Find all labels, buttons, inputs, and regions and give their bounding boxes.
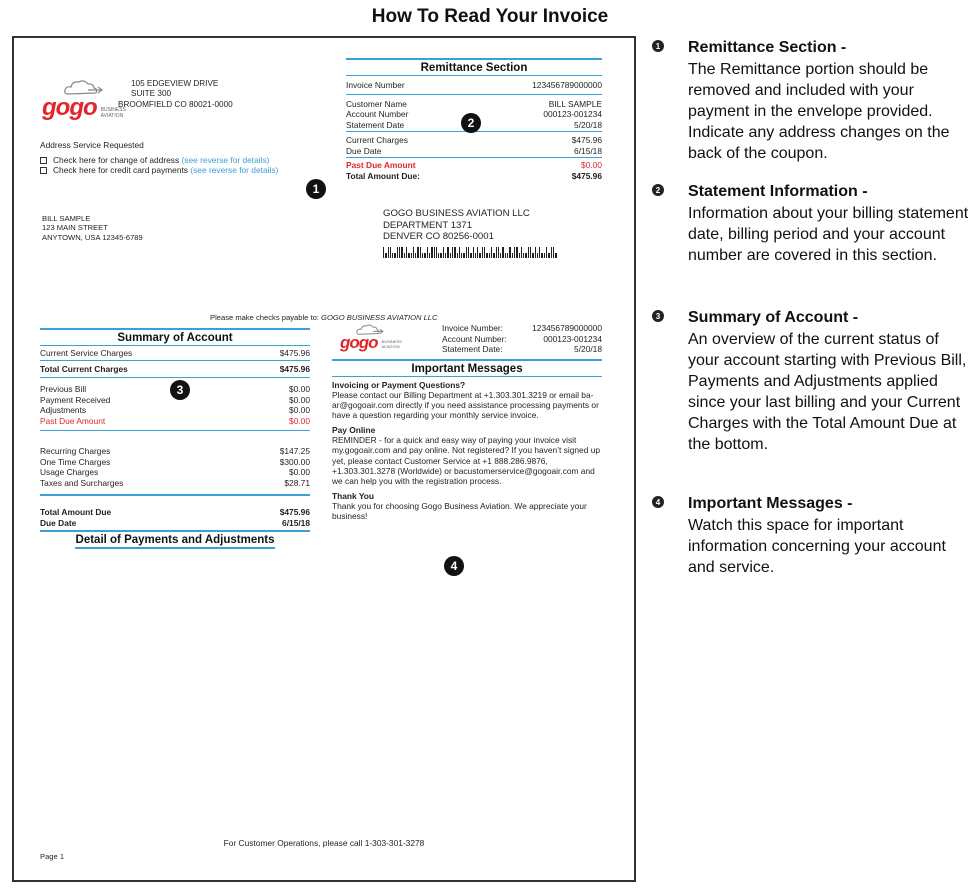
remittance-section: Remittance Section Invoice Number 123456789000000 Customer Name Account Number Statement Date BILL SAMPLE 000123-001234 5/20/18 Current Charges Due Date $475.96 6/15/18 Past Due Amount Total Amount Due: $0.00 $475.96 (346, 58, 602, 181)
legend-number: 1 (652, 40, 664, 52)
page-title: How To Read Your Invoice (371, 6, 609, 27)
legend-item-remittance: 1 Remittance Section - The Remittance portion should be removed and included with your payment in the envelope provided. Indicate any address changes on the back of the coupon. (652, 38, 972, 164)
legend-number: 2 (652, 184, 664, 196)
legend-item-summary: 3 Summary of Account - An overview of the current status of your account starting with Previous Bill, Payments and Adjustments applied since your last billing and your Current Charges with the Total Amount Due at the bottom. (652, 308, 972, 455)
credit-card-checkbox-row[interactable]: Check here for credit card payments (see reverse for details) (40, 165, 310, 176)
checkbox[interactable] (40, 157, 47, 164)
gogo-logo: gogo BUSINESS AVIATION (42, 94, 126, 121)
statement-header: Invoice Number: Account Number: Statement Date: 123456789000000 000123-001234 5/20/18 (442, 323, 602, 354)
customer-address: BILL SAMPLE 123 MAIN STREET ANYTOWN, USA 12345-6789 (42, 214, 143, 242)
legend-number: 3 (652, 310, 664, 322)
checkbox[interactable] (40, 167, 47, 174)
legend-item-messages: 4 Important Messages - Watch this space for important information concerning your account and service. (652, 494, 972, 578)
invoice-page: gogo BUSINESS AVIATION 105 EDGEVIEW DRIVE SUITE 300 BROOMFIELD CO 80021-0000 Address Service Requested Check here for change of address (see reverse for details) Check here for credit card payments (see reverse for details) 1 BILL SAMPLE 123 MAIN STREET ANYTOWN, USA 12345-6789 Remittance Section Invoice Number 123456789000000 Customer Name Account Number Statement Date BILL SAMPLE 000123-001234 5/20/18 Current Charges Due Date $475.96 6/15/18 Past Due Amount Total Amount Due: $0.00 $475.96 2 GOGO BUSINESS AVIATION LLC DEPARTMENT 1371 DENVER CO 80256-0001 Please make checks payable to: GOGO BUSINESS AVIATION LLC Summary of Account Current Service Charges $475.96 Total Current Charges $475.96 Previous Bill Payment Received Adjustments Past Due Amount $0.00 $0.00 $0.00 $0.00 Recurring Charges One Time Charges Usage Charges Taxes and Surcharges $147.25 $300.00 $0.00 $28.71 Total Amount Due Due Date $475.96 6/15/18 Detail of Payments and Adjustments 3 gogo BUSINESS AVIATION Invoice Number: Account Number: Statement Date: 123456789000000 000123-001234 5/20/18 Important Messages Invoicing or Payment Questions? Please contact our Billing Department at +1.303.301.3219 or email ba-ar@gogoair.com directly if you need assistance processing payments or have a question regarding your monthly service invoice. Pay Online REMINDER - for a quick and easy way of paying your invoice visit my.gogoair.com and pay online. Not registered? If you haven’t signed up yet, please contact Customer Service at +1 888.286.9876, +1.303.301.3278 (Worldwide) or bacustomerservice@gogoair.com and we can help you with the registration process. Thank You Thank you for choosing Gogo Business Aviation. We appreciate your business! 4 For Customer Operations, please call 1-303-301-3278 Page 1 (12, 36, 636, 882)
callout-badge-4: 4 (444, 556, 464, 576)
callout-badge-2: 2 (461, 113, 481, 133)
page-number: Page 1 (40, 852, 65, 861)
sender-address: 105 EDGEVIEW DRIVE SUITE 300 BROOMFIELD CO 80021-0000 (118, 79, 233, 109)
callout-badge-3: 3 (170, 380, 190, 400)
callout-badge-1: 1 (306, 179, 326, 199)
change-address-checkbox-row[interactable]: Check here for change of address (see reverse for details) (40, 155, 310, 166)
legend-number: 4 (652, 496, 664, 508)
payee-address: GOGO BUSINESS AVIATION LLC DEPARTMENT 1371 DENVER CO 80256-0001 (383, 208, 603, 258)
summary-of-account: Summary of Account Current Service Charges $475.96 Total Current Charges $475.96 Previous Bill Payment Received Adjustments Past Due Amount $0.00 $0.00 $0.00 $0.00 Recurring Charges One Time Charges Usage Charges Taxes and Surcharges $147.25 $300.00 $0.00 $28.71 Total Amount Due Due Date $475.96 6/15/18 Detail of Payments and Adjustments (40, 328, 310, 549)
address-service: Address Service Requested Check here for change of address (see reverse for details) Check here for credit card payments (see reverse for details) (40, 140, 310, 176)
footer-operations: For Customer Operations, please call 1-303-301-3278 (223, 838, 425, 848)
payable-note: Please make checks payable to: GOGO BUSINESS AVIATION LLC (210, 313, 438, 322)
legend-item-statement: 2 Statement Information - Information about your billing statement date, billing period and your account number are covered in this section. (652, 182, 972, 266)
important-messages: Important Messages Invoicing or Payment Questions? Please contact our Billing Department at +1.303.301.3219 or email ba-ar@gogoair.com directly if you need assistance processing payments or have a question regarding your monthly service invoice. Pay Online REMINDER - for a quick and easy way of paying your invoice visit my.gogoair.com and pay online. Not registered? If you haven’t signed up yet, please contact Customer Service at +1 888.286.9876, +1.303.301.3278 (Worldwide) or bacustomerservice@gogoair.com and we can help you with the registration process. Thank You Thank you for choosing Gogo Business Aviation. We appreciate your business! (332, 359, 602, 521)
postal-barcode (383, 247, 603, 258)
